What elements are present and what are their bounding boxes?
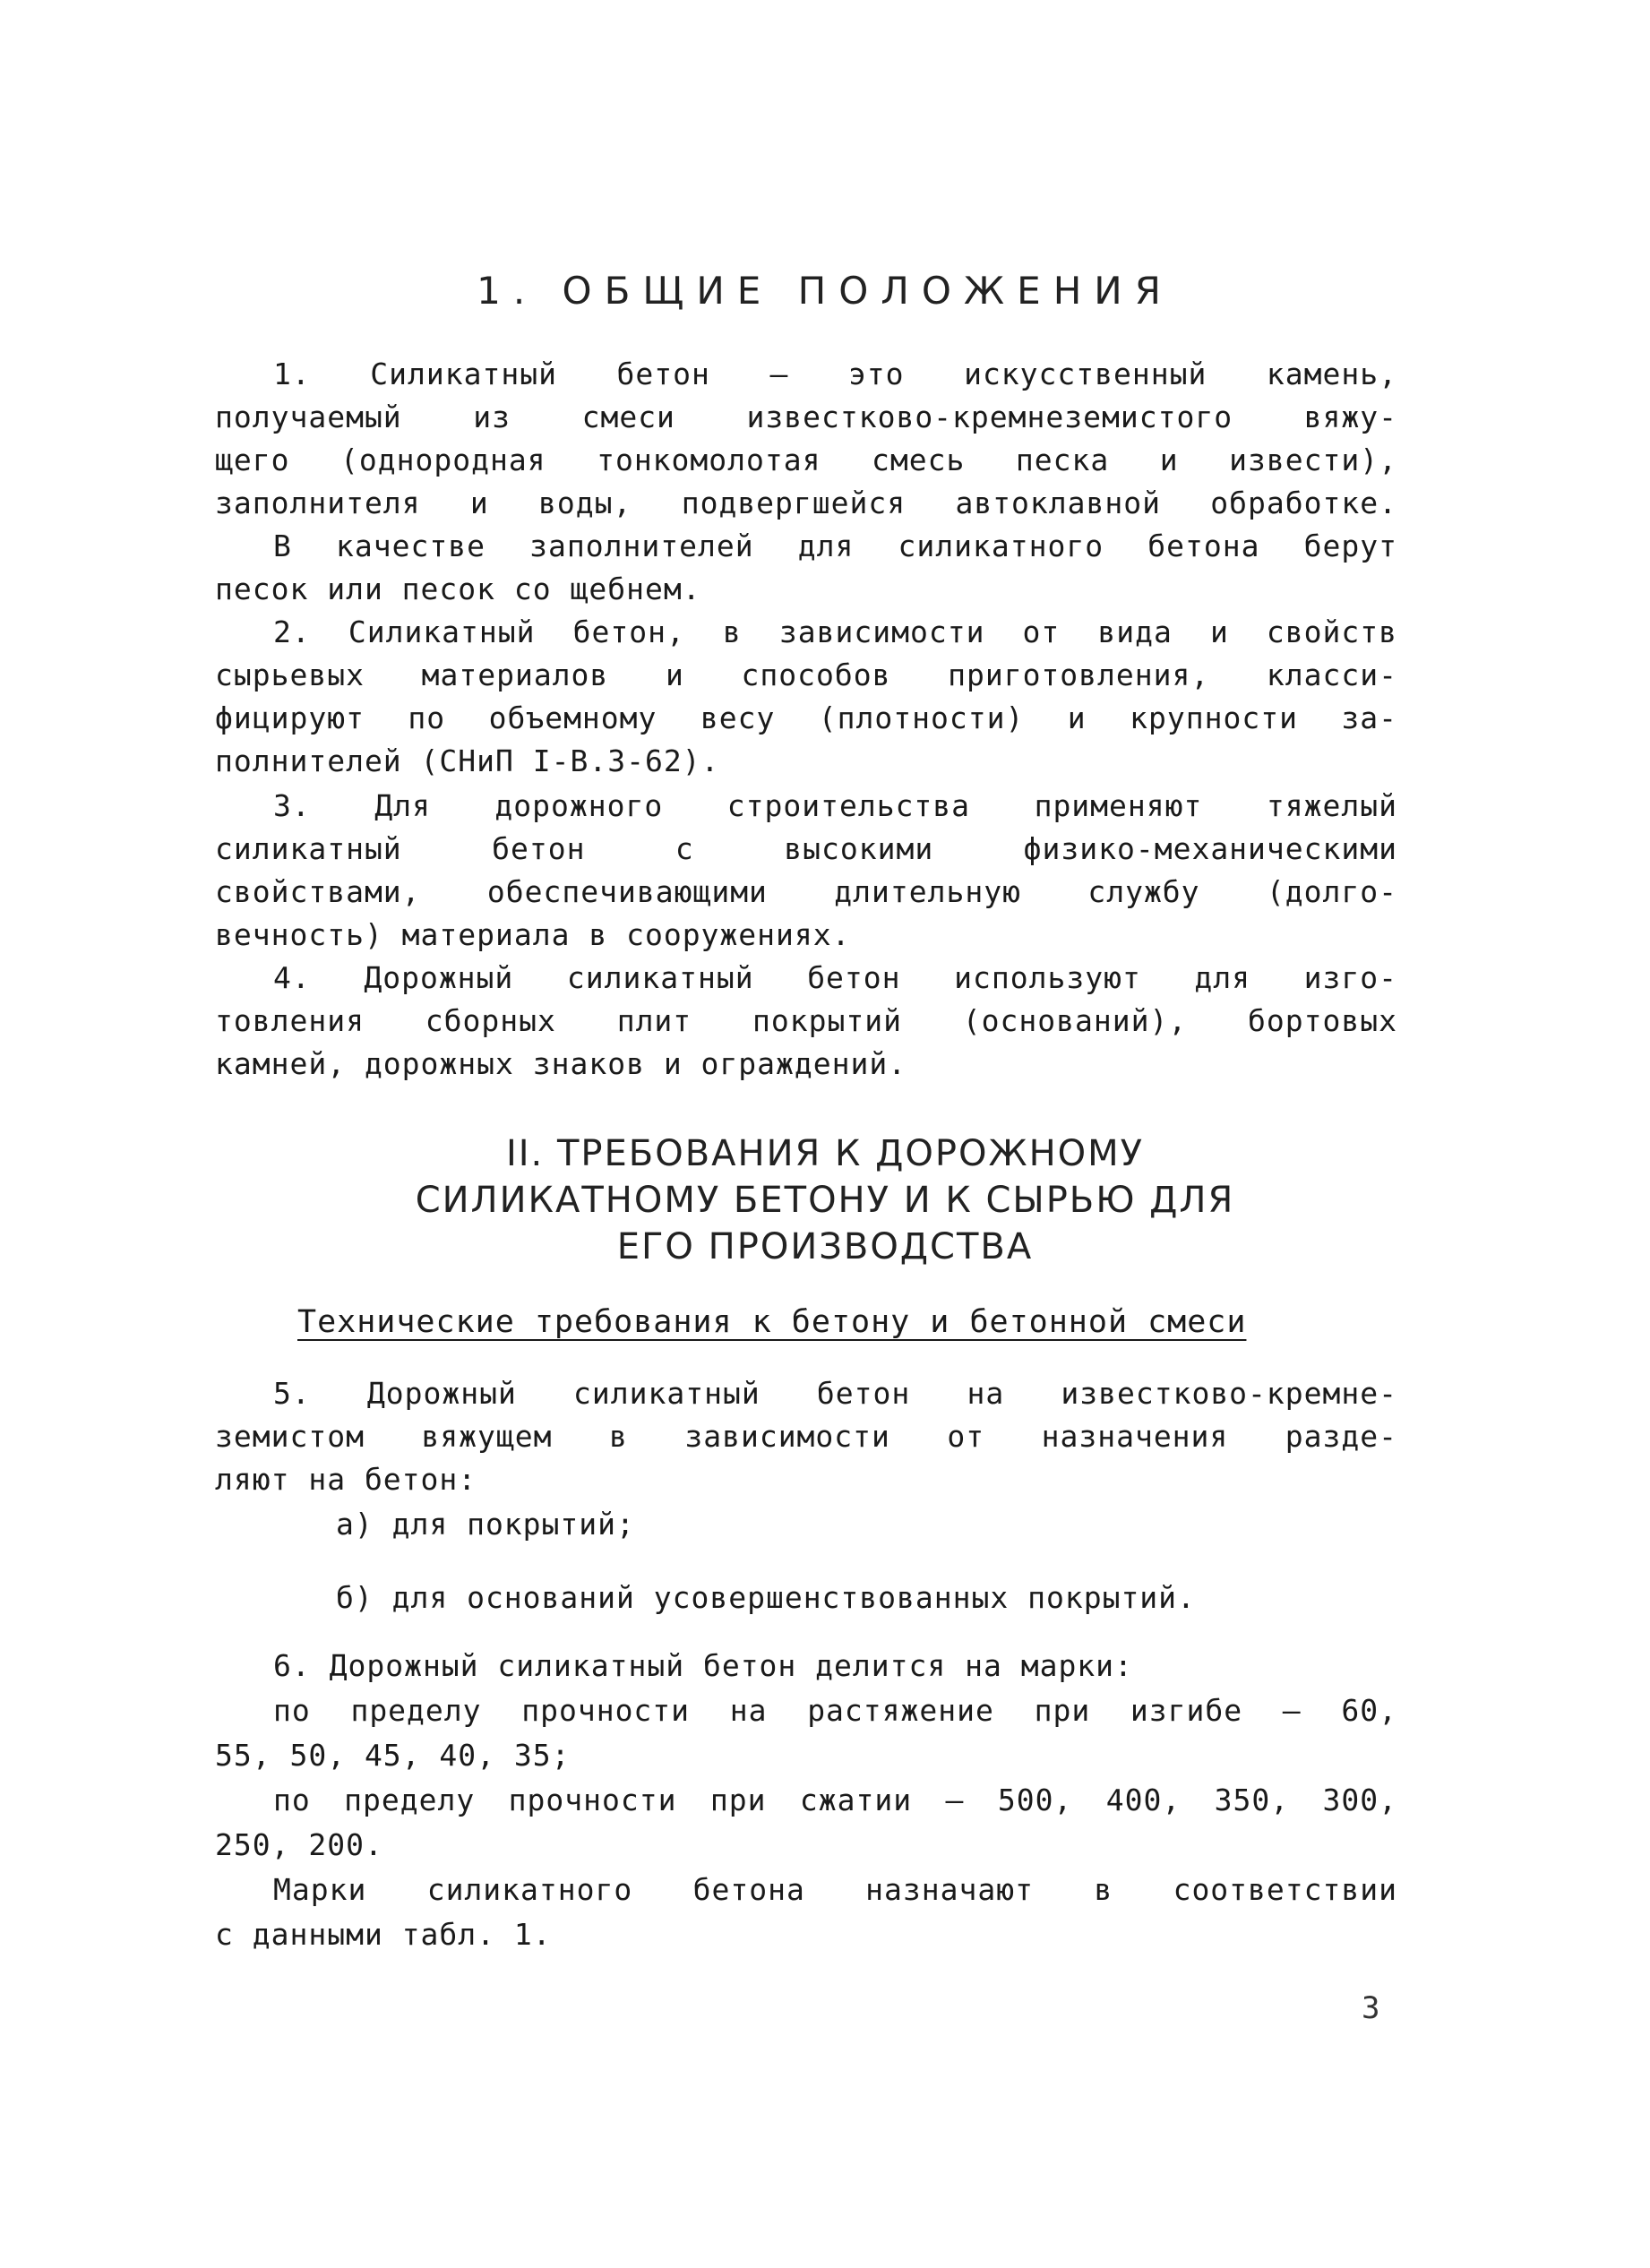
paragraph-line: 1. Силикатный бетон – это искусственный камень,	[273, 357, 1397, 391]
paragraph-line: сырьевых материалов и способов приготовления, класси-	[215, 657, 1397, 692]
paragraph-line: щего (однородная тонкомолотая смесь песка и извести),	[215, 442, 1397, 477]
paragraph-line: товления сборных плит покрытий (оснований), бортовых	[215, 1003, 1397, 1038]
section-2-title-line: СИЛИКАТНОМУ БЕТОНУ И К СЫРЬЮ ДЛЯ	[415, 1180, 1235, 1221]
paragraph-line: полнителей (СНиП I-В.3-62).	[215, 743, 720, 778]
page-number: 3	[1362, 1990, 1380, 2026]
paragraph-line: В качестве заполнителей для силикатного бетона берут	[273, 528, 1397, 563]
paragraph-line: 4. Дорожный силикатный бетон используют для изго-	[273, 960, 1397, 995]
paragraph-line: Марки силикатного бетона назначают в соответствии	[273, 1872, 1397, 1907]
section-2-title-line: ЕГО ПРОИЗВОДСТВА	[616, 1226, 1034, 1267]
subsection-title: Технические требования к бетону и бетонной смеси	[297, 1304, 1247, 1340]
paragraph-line: земистом вяжущем в зависимости от назначения разде-	[215, 1419, 1397, 1454]
paragraph-line: 2. Силикатный бетон, в зависимости от вида и свойств	[273, 614, 1397, 649]
paragraph-line: силикатный бетон с высокими физико-механическими	[215, 831, 1397, 866]
paragraph-line: 5. Дорожный силикатный бетон на известково-кремне-	[273, 1376, 1397, 1411]
paragraph-line: по пределу прочности на растяжение при изгибе – 60,	[273, 1693, 1397, 1728]
paragraph-line: по пределу прочности при сжатии – 500, 400, 350, 300,	[273, 1783, 1397, 1817]
list-item: б) для оснований усовершенствованных покрытий.	[336, 1580, 1196, 1615]
paragraph-line: камней, дорожных знаков и ограждений.	[215, 1046, 907, 1081]
paragraph-line: вечность) материала в сооружениях.	[215, 917, 851, 952]
paragraph-line: 250, 200.	[215, 1827, 383, 1862]
paragraph-line: 6. Дорожный силикатный бетон делится на марки:	[273, 1648, 1133, 1683]
section-1-title: 1. ОБЩИЕ ПОЛОЖЕНИЯ	[477, 269, 1173, 313]
paragraph-line: ляют на бетон:	[215, 1462, 477, 1497]
list-item: а) для покрытий;	[336, 1507, 635, 1542]
paragraph-line: с данными табл. 1.	[215, 1917, 552, 1952]
paragraph-line: 55, 50, 45, 40, 35;	[215, 1738, 571, 1773]
paragraph-line: 3. Для дорожного строительства применяют тяжелый	[273, 788, 1397, 823]
paragraph-line: заполнителя и воды, подвергшейся автоклавной обработке.	[215, 485, 1397, 520]
section-2-title-line: II. ТРЕБОВАНИЯ К ДОРОЖНОМУ	[505, 1133, 1145, 1174]
paragraph-line: свойствами, обеспечивающими длительную службу (долго-	[215, 874, 1397, 909]
paragraph-line: песок или песок со щебнем.	[215, 571, 701, 606]
paragraph-line: получаемый из смеси известково-кремнеземистого вяжу-	[215, 399, 1397, 434]
paragraph-line: фицируют по объемному весу (плотности) и крупности за-	[215, 700, 1397, 735]
